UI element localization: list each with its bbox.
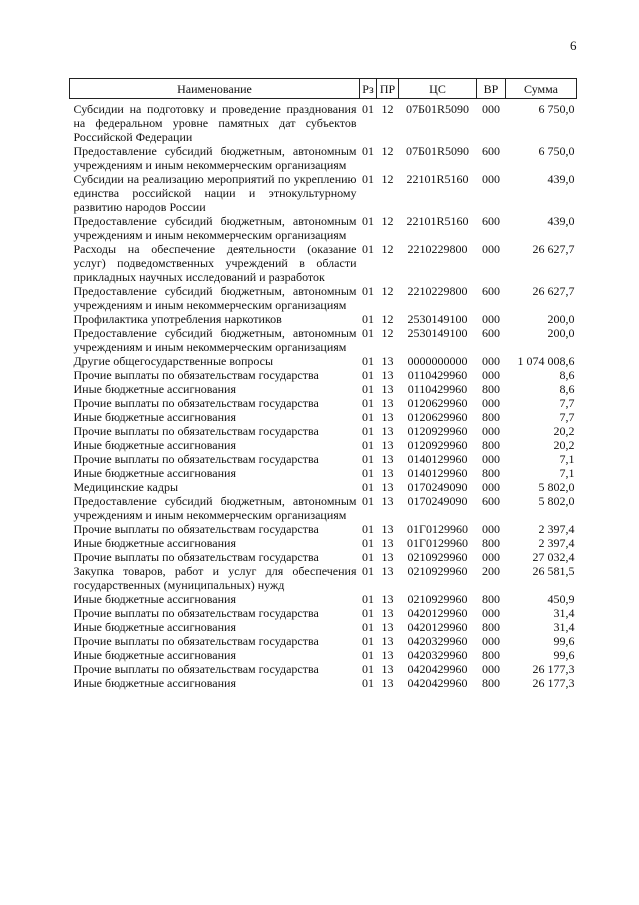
cell-sum: 99,6 — [553, 648, 575, 662]
cell-cs: 0000000000 — [407, 354, 468, 368]
cell-sum: 8,6 — [559, 368, 575, 382]
cell-rz: 01 — [362, 480, 374, 494]
cell-name: Предоставление субсидий бюджетным, автономным учреждениям и иным некоммерческим организациям — [73, 144, 357, 172]
table-row — [70, 326, 577, 354]
cell-pr: 12 — [381, 326, 394, 340]
cell-vr: 800 — [482, 466, 500, 480]
cell-name: Прочие выплаты по обязательствам государства — [73, 522, 319, 536]
cell-vr: 600 — [482, 326, 500, 340]
cell-cs: 2210229800 — [407, 242, 468, 256]
cell-cs: 2530149100 — [407, 312, 468, 326]
table-row — [70, 438, 577, 452]
cell-cs: 0210929960 — [407, 592, 468, 606]
cell-pr: 13 — [381, 564, 394, 578]
cell-sum: 200,0 — [547, 312, 575, 326]
cell-cs: 07Б01R5090 — [406, 144, 469, 158]
cell-rz: 01 — [362, 284, 374, 298]
cell-pr: 13 — [381, 662, 394, 676]
cell-cs: 0170249090 — [407, 480, 468, 494]
cell-vr: 800 — [482, 676, 500, 690]
cell-name: Расходы на обеспечение деятельности (оказание услуг) подведомственных учреждений в области прикладных научных исследований и разработок — [73, 242, 357, 284]
cell-vr: 000 — [482, 424, 500, 438]
cell-pr: 12 — [381, 172, 394, 186]
cell-name: Медицинские кадры — [73, 480, 179, 494]
table-row — [70, 662, 577, 676]
cell-name: Предоставление субсидий бюджетным, автономным учреждениям и иным некоммерческим организациям — [73, 326, 357, 354]
cell-rz: 01 — [362, 242, 374, 256]
cell-rz: 01 — [362, 102, 374, 116]
cell-pr: 13 — [381, 620, 394, 634]
cell-rz: 01 — [362, 368, 374, 382]
cell-name: Предоставление субсидий бюджетным, автономным учреждениям и иным некоммерческим организациям — [73, 214, 357, 242]
cell-sum: 31,4 — [553, 606, 575, 620]
cell-vr: 000 — [482, 396, 500, 410]
table-row — [70, 676, 577, 690]
cell-pr: 13 — [381, 592, 394, 606]
cell-sum: 31,4 — [553, 620, 575, 634]
cell-cs: 22101R5160 — [406, 172, 469, 186]
cell-name: Другие общегосударственные вопросы — [73, 354, 274, 368]
cell-vr: 800 — [482, 648, 500, 662]
cell-rz: 01 — [362, 214, 374, 228]
cell-rz: 01 — [362, 382, 374, 396]
table-row — [70, 284, 577, 312]
cell-rz: 01 — [362, 438, 374, 452]
cell-rz: 01 — [362, 312, 374, 326]
table-row — [70, 312, 577, 326]
cell-pr: 13 — [381, 410, 394, 424]
cell-pr: 13 — [381, 452, 394, 466]
table-row — [70, 99, 577, 145]
cell-pr: 13 — [381, 522, 394, 536]
cell-name: Прочие выплаты по обязательствам государства — [73, 424, 319, 438]
cell-vr: 600 — [482, 214, 500, 228]
cell-vr: 000 — [482, 662, 500, 676]
table-row — [70, 620, 577, 634]
cell-rz: 01 — [362, 606, 374, 620]
cell-name: Прочие выплаты по обязательствам государства — [73, 550, 319, 564]
cell-vr: 000 — [482, 102, 500, 116]
table-row — [70, 214, 577, 242]
cell-rz: 01 — [362, 550, 374, 564]
header-rz: Рз — [360, 79, 377, 99]
cell-name: Прочие выплаты по обязательствам государства — [73, 606, 319, 620]
cell-name: Иные бюджетные ассигнования — [73, 620, 236, 634]
cell-rz: 01 — [362, 410, 374, 424]
cell-vr: 000 — [482, 172, 500, 186]
cell-cs: 0120629960 — [407, 410, 468, 424]
cell-name: Иные бюджетные ассигнования — [73, 536, 236, 550]
cell-pr: 13 — [381, 466, 394, 480]
cell-cs: 0420329960 — [407, 634, 468, 648]
cell-pr: 13 — [381, 382, 394, 396]
cell-rz: 01 — [362, 144, 374, 158]
table-row — [70, 368, 577, 382]
cell-vr: 000 — [482, 452, 500, 466]
cell-sum: 26 627,7 — [532, 242, 575, 256]
cell-name: Закупка товаров, работ и услуг для обеспечения государственных (муниципальных) нужд — [73, 564, 357, 592]
cell-cs: 0170249090 — [407, 494, 468, 508]
cell-sum: 7,7 — [559, 396, 575, 410]
table-row — [70, 242, 577, 284]
header-cs: ЦС — [399, 79, 477, 99]
cell-pr: 13 — [381, 550, 394, 564]
cell-pr: 13 — [381, 368, 394, 382]
cell-sum: 26 627,7 — [532, 284, 575, 298]
cell-vr: 800 — [482, 410, 500, 424]
cell-pr: 12 — [381, 102, 394, 116]
cell-cs: 01Г0129960 — [407, 536, 468, 550]
cell-vr: 000 — [482, 606, 500, 620]
cell-sum: 7,1 — [559, 452, 575, 466]
table-row — [70, 634, 577, 648]
cell-cs: 0140129960 — [407, 452, 468, 466]
cell-vr: 000 — [482, 312, 500, 326]
cell-vr: 800 — [482, 620, 500, 634]
cell-sum: 20,2 — [553, 438, 575, 452]
cell-rz: 01 — [362, 354, 374, 368]
cell-name: Иные бюджетные ассигнования — [73, 466, 236, 480]
budget-table — [69, 78, 577, 690]
cell-vr: 800 — [482, 592, 500, 606]
cell-sum: 439,0 — [547, 172, 575, 186]
cell-name: Субсидии на реализацию мероприятий по укреплению единства российской нации и этнокультурному развитию народов России — [73, 172, 357, 214]
table-row — [70, 144, 577, 172]
cell-rz: 01 — [362, 536, 374, 550]
cell-vr: 000 — [482, 354, 500, 368]
table-row — [70, 564, 577, 592]
cell-cs: 0120929960 — [407, 438, 468, 452]
cell-vr: 000 — [482, 242, 500, 256]
cell-sum: 7,7 — [559, 410, 575, 424]
cell-rz: 01 — [362, 662, 374, 676]
table-row — [70, 606, 577, 620]
cell-cs: 0420429960 — [407, 662, 468, 676]
cell-cs: 0140129960 — [407, 466, 468, 480]
cell-rz: 01 — [362, 466, 374, 480]
table-row — [70, 452, 577, 466]
table-row — [70, 410, 577, 424]
cell-sum: 26 177,3 — [532, 676, 575, 690]
cell-pr: 13 — [381, 424, 394, 438]
cell-sum: 1 074 008,6 — [517, 354, 575, 368]
cell-sum: 26 177,3 — [532, 662, 575, 676]
cell-pr: 13 — [381, 438, 394, 452]
header-sum: Сумма — [506, 79, 577, 99]
header-vr: ВР — [477, 79, 506, 99]
cell-sum: 26 581,5 — [532, 564, 575, 578]
cell-cs: 0420429960 — [407, 676, 468, 690]
cell-cs: 0120629960 — [407, 396, 468, 410]
cell-name: Предоставление субсидий бюджетным, автономным учреждениям и иным некоммерческим организациям — [73, 494, 357, 522]
header-pr: ПР — [377, 79, 399, 99]
cell-name: Иные бюджетные ассигнования — [73, 592, 236, 606]
cell-pr: 12 — [381, 284, 394, 298]
cell-sum: 27 032,4 — [532, 550, 575, 564]
cell-rz: 01 — [362, 396, 374, 410]
cell-sum: 8,6 — [559, 382, 575, 396]
cell-pr: 13 — [381, 480, 394, 494]
table-row — [70, 536, 577, 550]
cell-name: Прочие выплаты по обязательствам государства — [73, 634, 319, 648]
cell-cs: 2210229800 — [407, 284, 468, 298]
cell-rz: 01 — [362, 452, 374, 466]
cell-cs: 0420329960 — [407, 648, 468, 662]
cell-rz: 01 — [362, 648, 374, 662]
header-name: Наименование — [70, 79, 360, 99]
cell-pr: 12 — [381, 312, 394, 326]
cell-sum: 5 802,0 — [538, 480, 575, 494]
cell-pr: 13 — [381, 648, 394, 662]
cell-vr: 200 — [482, 564, 500, 578]
cell-name: Иные бюджетные ассигнования — [73, 648, 236, 662]
cell-vr: 800 — [482, 438, 500, 452]
table-row — [70, 466, 577, 480]
cell-rz: 01 — [362, 172, 374, 186]
table-row — [70, 494, 577, 522]
cell-sum: 200,0 — [547, 326, 575, 340]
cell-rz: 01 — [362, 494, 374, 508]
cell-pr: 13 — [381, 676, 394, 690]
cell-rz: 01 — [362, 564, 374, 578]
table-row — [70, 354, 577, 368]
cell-cs: 0120929960 — [407, 424, 468, 438]
cell-pr: 12 — [381, 242, 394, 256]
table-row — [70, 522, 577, 536]
cell-name: Иные бюджетные ассигнования — [73, 676, 236, 690]
cell-name: Прочие выплаты по обязательствам государства — [73, 662, 319, 676]
page-number: 6 — [570, 38, 577, 53]
table-body — [70, 99, 577, 691]
cell-rz: 01 — [362, 620, 374, 634]
cell-pr: 12 — [381, 144, 394, 158]
cell-sum: 20,2 — [553, 424, 575, 438]
cell-vr: 000 — [482, 480, 500, 494]
cell-name: Иные бюджетные ассигнования — [73, 438, 236, 452]
cell-vr: 600 — [482, 284, 500, 298]
cell-sum: 7,1 — [559, 466, 575, 480]
cell-vr: 000 — [482, 368, 500, 382]
cell-pr: 13 — [381, 396, 394, 410]
cell-name: Профилактика употребления наркотиков — [73, 312, 282, 326]
table-row — [70, 480, 577, 494]
cell-rz: 01 — [362, 326, 374, 340]
cell-cs: 0420129960 — [407, 620, 468, 634]
cell-sum: 450,9 — [547, 592, 575, 606]
cell-vr: 000 — [482, 634, 500, 648]
cell-vr: 600 — [482, 494, 500, 508]
cell-rz: 01 — [362, 424, 374, 438]
cell-pr: 13 — [381, 536, 394, 550]
table-row — [70, 172, 577, 214]
cell-sum: 2 397,4 — [538, 536, 575, 550]
cell-rz: 01 — [362, 592, 374, 606]
cell-sum: 6 750,0 — [538, 144, 575, 158]
cell-cs: 0420129960 — [407, 606, 468, 620]
table-header — [70, 79, 577, 99]
cell-cs: 07Б01R5090 — [406, 102, 469, 116]
cell-rz: 01 — [362, 634, 374, 648]
table-row — [70, 424, 577, 438]
cell-cs: 22101R5160 — [406, 214, 469, 228]
cell-cs: 01Г0129960 — [407, 522, 468, 536]
cell-pr: 12 — [381, 214, 394, 228]
cell-cs: 0110429960 — [407, 368, 468, 382]
cell-name: Иные бюджетные ассигнования — [73, 382, 236, 396]
table-row — [70, 382, 577, 396]
cell-name: Предоставление субсидий бюджетным, автономным учреждениям и иным некоммерческим организациям — [73, 284, 357, 312]
cell-name: Прочие выплаты по обязательствам государства — [73, 452, 319, 466]
cell-name: Иные бюджетные ассигнования — [73, 410, 236, 424]
cell-sum: 6 750,0 — [538, 102, 575, 116]
cell-vr: 800 — [482, 382, 500, 396]
cell-cs: 0210929960 — [407, 550, 468, 564]
cell-vr: 000 — [482, 550, 500, 564]
cell-cs: 0110429960 — [407, 382, 468, 396]
cell-vr: 000 — [482, 522, 500, 536]
cell-pr: 13 — [381, 354, 394, 368]
table-row — [70, 550, 577, 564]
cell-sum: 5 802,0 — [538, 494, 575, 508]
cell-rz: 01 — [362, 676, 374, 690]
cell-sum: 439,0 — [547, 214, 575, 228]
cell-rz: 01 — [362, 522, 374, 536]
cell-sum: 99,6 — [553, 634, 575, 648]
table-row — [70, 648, 577, 662]
cell-cs: 2530149100 — [407, 326, 468, 340]
table-row — [70, 592, 577, 606]
table-row — [70, 396, 577, 410]
cell-vr: 800 — [482, 536, 500, 550]
cell-name: Субсидии на подготовку и проведение празднования на федеральном уровне памятных дат субъектов Российской Федерации — [73, 102, 357, 144]
cell-name: Прочие выплаты по обязательствам государства — [73, 368, 319, 382]
cell-sum: 2 397,4 — [538, 522, 575, 536]
cell-pr: 13 — [381, 606, 394, 620]
cell-name: Прочие выплаты по обязательствам государства — [73, 396, 319, 410]
cell-cs: 0210929960 — [407, 564, 468, 578]
cell-pr: 13 — [381, 494, 394, 508]
cell-pr: 13 — [381, 634, 394, 648]
cell-vr: 600 — [482, 144, 500, 158]
